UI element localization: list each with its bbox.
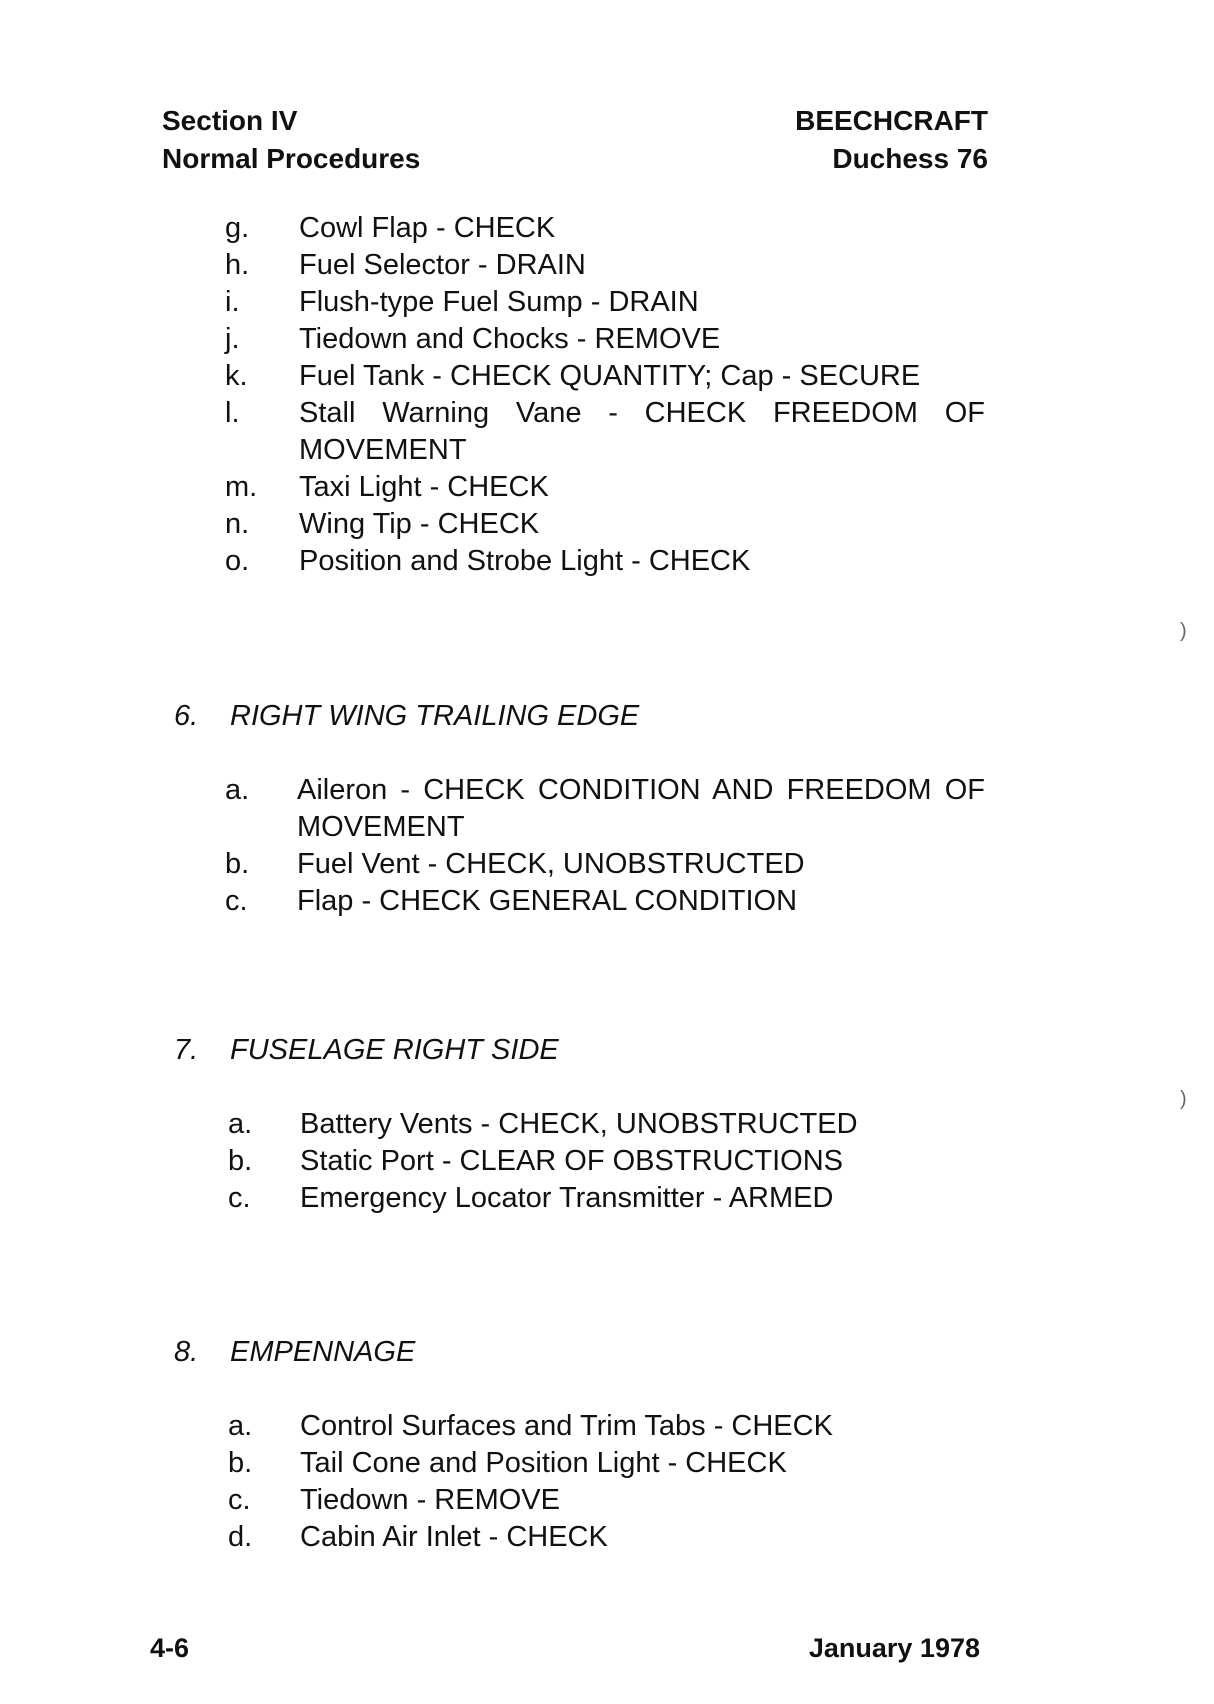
list-item: [225, 543, 985, 580]
item-letter: m.: [225, 471, 258, 503]
item-text: Taxi Light - CHECK: [299, 471, 549, 503]
item-text: Flush-type Fuel Sump - DRAIN: [299, 286, 699, 318]
model-name: Duchess 76: [832, 143, 988, 174]
list-item: [225, 210, 985, 247]
item-text: Fuel Vent - CHECK, UNOBSTRUCTED: [297, 848, 805, 880]
list-item: [225, 321, 985, 358]
item-text: Fuel Selector - DRAIN: [299, 249, 586, 281]
item-letter: h.: [225, 249, 250, 281]
item-text: Emergency Locator Transmitter - ARMED: [300, 1182, 834, 1214]
scan-mark: ): [1180, 1088, 1187, 1110]
section-title: Normal Procedures: [162, 143, 421, 174]
item-text: Battery Vents - CHECK, UNOBSTRUCTED: [300, 1108, 858, 1140]
section-heading-8: [174, 1334, 415, 1371]
item-letter: a.: [228, 1108, 253, 1140]
item-text: Control Surfaces and Trim Tabs - CHECK: [300, 1410, 833, 1442]
item-text: Aileron - CHECK CONDITION AND FREEDOM OF MOVEMENT: [297, 774, 985, 843]
item-letter: d.: [228, 1521, 253, 1553]
list-item: [225, 395, 985, 469]
list-item: [225, 772, 985, 846]
list-item: [225, 883, 985, 920]
item-letter: i.: [225, 286, 240, 318]
list-item: [225, 284, 985, 321]
list-item: [228, 1408, 988, 1445]
item-text: Static Port - CLEAR OF OBSTRUCTIONS: [300, 1145, 844, 1177]
item-text: Tiedown and Chocks - REMOVE: [299, 323, 721, 355]
section-heading-text: EMPENNAGE: [230, 1336, 416, 1368]
section-heading-6: [174, 698, 639, 735]
item-letter: o.: [225, 545, 250, 577]
item-letter: a.: [228, 1410, 253, 1442]
section-number: 8.: [174, 1336, 199, 1368]
item-text: Fuel Tank - CHECK QUANTITY; Cap - SECURE: [299, 360, 921, 392]
list-item: [228, 1106, 988, 1143]
continued-step-list: [225, 210, 985, 580]
item-letter: j.: [225, 323, 240, 355]
section-heading-text: RIGHT WING TRAILING EDGE: [230, 700, 640, 732]
item-text: Wing Tip - CHECK: [299, 508, 540, 540]
header-left: [162, 102, 420, 178]
section-heading-7: [174, 1032, 559, 1069]
item-letter: l.: [225, 397, 240, 429]
item-text: Cowl Flap - CHECK: [299, 212, 556, 244]
header-right: [795, 102, 988, 178]
list-item: [225, 506, 985, 543]
list-item: [225, 247, 985, 284]
item-text: Cabin Air Inlet - CHECK: [300, 1521, 608, 1553]
item-letter: b.: [228, 1447, 253, 1479]
item-letter: b.: [228, 1145, 253, 1177]
section-7-step-list: [228, 1106, 988, 1217]
section-heading-text: FUSELAGE RIGHT SIDE: [230, 1034, 559, 1066]
list-item: [228, 1445, 988, 1482]
page-number: 4-6: [150, 1633, 190, 1663]
item-letter: a.: [225, 774, 250, 806]
list-item: [228, 1143, 988, 1180]
revision-date: January 1978: [808, 1633, 980, 1663]
item-letter: c.: [228, 1484, 251, 1516]
item-letter: g.: [225, 212, 250, 244]
list-item: [228, 1519, 988, 1556]
section-label: Section IV: [162, 105, 298, 136]
list-item: [225, 469, 985, 506]
item-letter: n.: [225, 508, 250, 540]
item-letter: c.: [228, 1182, 251, 1214]
list-item: [225, 358, 985, 395]
item-letter: c.: [225, 885, 248, 917]
item-text: Position and Strobe Light - CHECK: [299, 545, 751, 577]
item-text: Tail Cone and Position Light - CHECK: [300, 1447, 787, 1479]
list-item: [228, 1482, 988, 1519]
item-letter: k.: [225, 360, 248, 392]
item-text: Tiedown - REMOVE: [300, 1484, 560, 1516]
section-number: 7.: [174, 1034, 199, 1066]
scan-mark: ): [1180, 620, 1187, 642]
item-text: Flap - CHECK GENERAL CONDITION: [297, 885, 798, 917]
item-letter: b.: [225, 848, 250, 880]
section-6-step-list: [225, 772, 985, 920]
section-8-step-list: [228, 1408, 988, 1556]
section-number: 6.: [174, 700, 199, 732]
item-text: Stall Warning Vane - CHECK FREEDOM OF MOVEMENT: [299, 397, 985, 466]
brand-name: BEECHCRAFT: [795, 105, 988, 136]
list-item: [228, 1180, 988, 1217]
list-item: [225, 846, 985, 883]
